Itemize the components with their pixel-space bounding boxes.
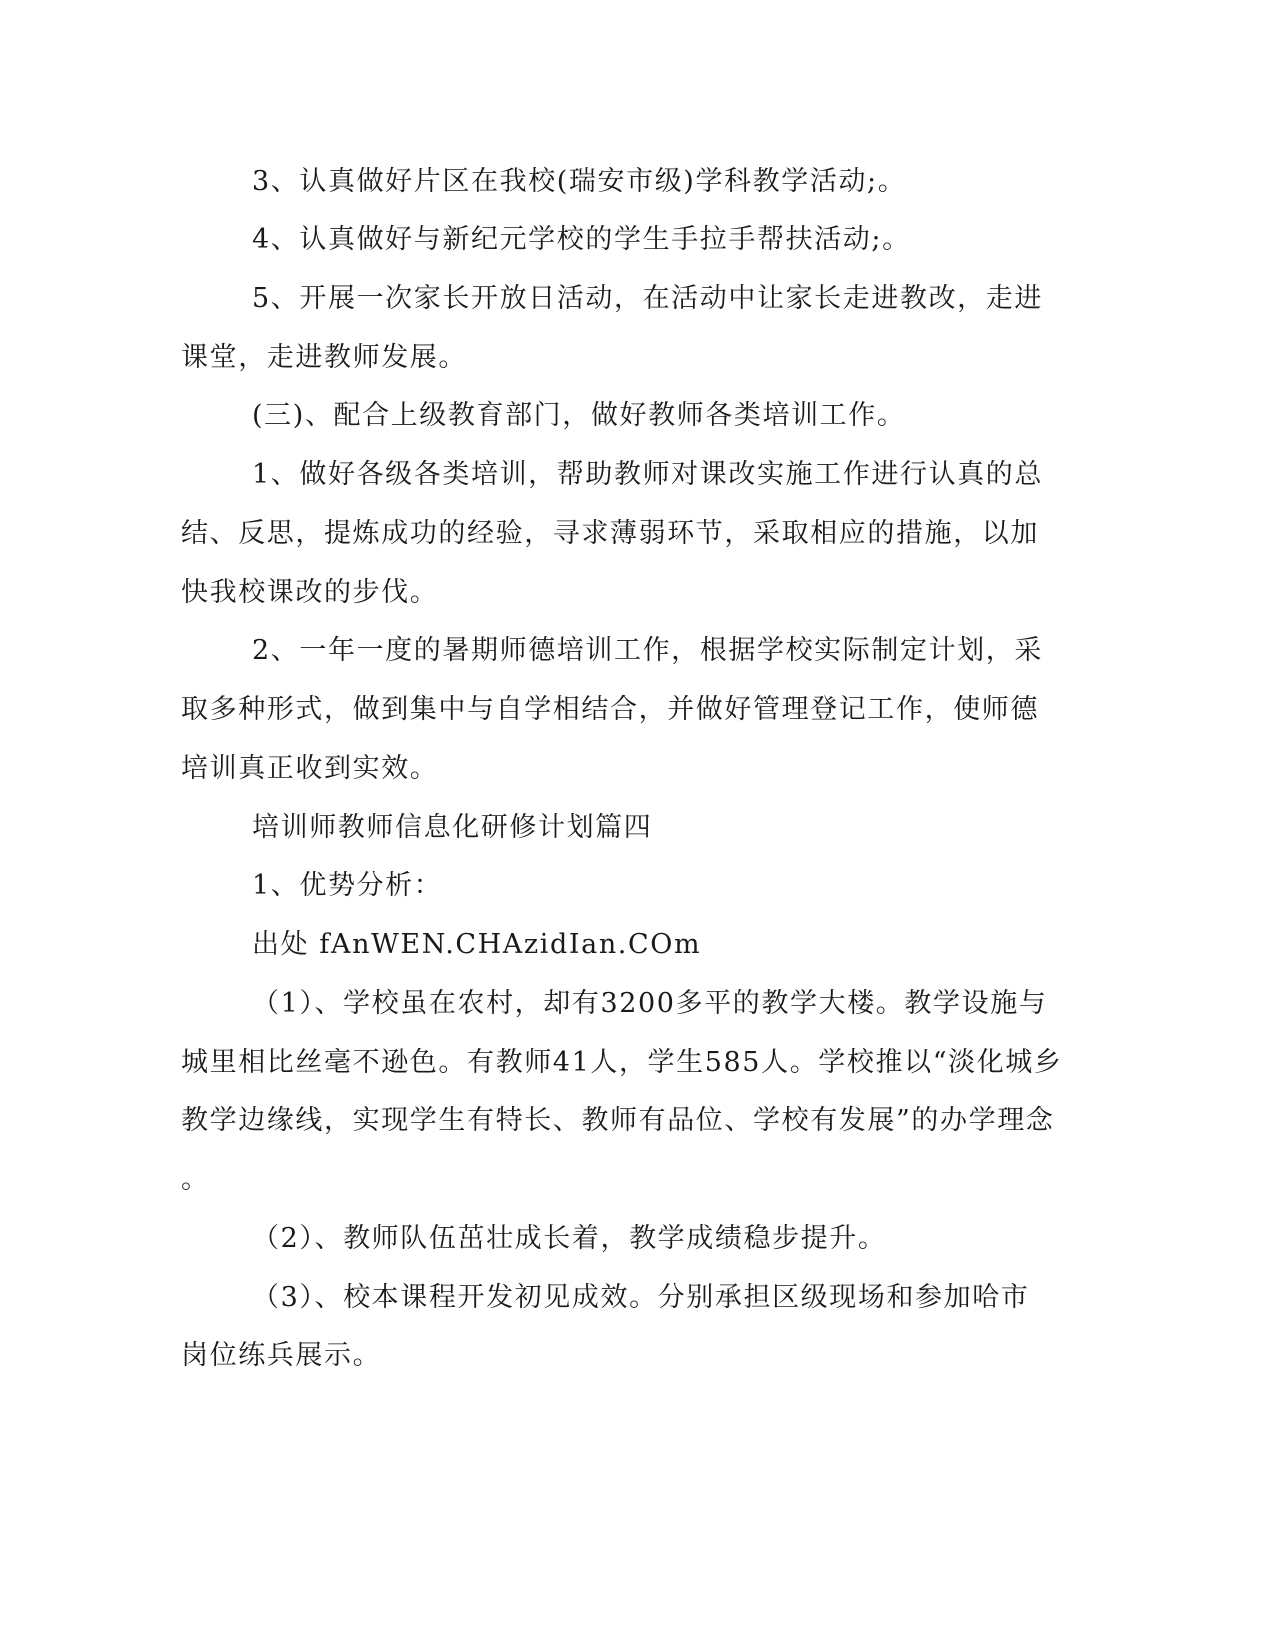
advantage-item-1-line-3: 教学边缘线，实现学生有特长、教师有品位、学校有发展”的办学理念	[181, 1105, 1055, 1136]
paragraph-item-4: 4、认真做好与新纪元学校的学生手拉手帮扶活动;。	[252, 224, 911, 255]
advantage-item-1-line-1: （1）、学校虽在农村，却有3200多平的教学大楼。教学设施与	[252, 988, 1048, 1019]
advantage-heading: 1、优势分析：	[252, 870, 443, 901]
advantage-item-1-line-4: 。	[181, 1164, 210, 1195]
training-item-1-line-3: 快我校课改的步伐。	[181, 577, 439, 608]
advantage-item-1-line-2: 城里相比丝毫不逊色。有教师41人，学生585人。学校推以“淡化城乡	[181, 1047, 1063, 1078]
paragraph-item-5-line-2: 课堂，走进教师发展。	[181, 342, 467, 373]
paragraph-item-5-line-1: 5、开展一次家长开放日活动，在活动中让家长走进教改，走进	[252, 283, 1043, 314]
source-note: 出处 fAnWEN.CHAzidIan.COm	[252, 929, 702, 960]
paragraph-item-3: 3、认真做好片区在我校(瑞安市级)学科教学活动;。	[252, 166, 907, 197]
chapter-title: 培训师教师信息化研修计划篇四	[252, 812, 653, 843]
training-item-2-line-1: 2、一年一度的暑期师德培训工作，根据学校实际制定计划，采	[252, 635, 1043, 666]
training-item-2-line-2: 取多种形式，做到集中与自学相结合，并做好管理登记工作，使师德	[181, 694, 1039, 725]
training-item-2-line-3: 培训真正收到实效。	[181, 753, 439, 784]
advantage-item-3-line-1: （3）、校本课程开发初见成效。分别承担区级现场和参加哈市	[252, 1282, 1030, 1313]
section-heading-3: (三)、配合上级教育部门，做好教师各类培训工作。	[252, 400, 906, 431]
advantage-item-2: （2）、教师队伍茁壮成长着，教学成绩稳步提升。	[252, 1223, 887, 1254]
advantage-item-3-line-2: 岗位练兵展示。	[181, 1340, 382, 1371]
training-item-1-line-2: 结、反思，提炼成功的经验，寻求薄弱环节，采取相应的措施，以加	[181, 518, 1039, 549]
training-item-1-line-1: 1、做好各级各类培训，帮助教师对课改实施工作进行认真的总	[252, 459, 1043, 490]
